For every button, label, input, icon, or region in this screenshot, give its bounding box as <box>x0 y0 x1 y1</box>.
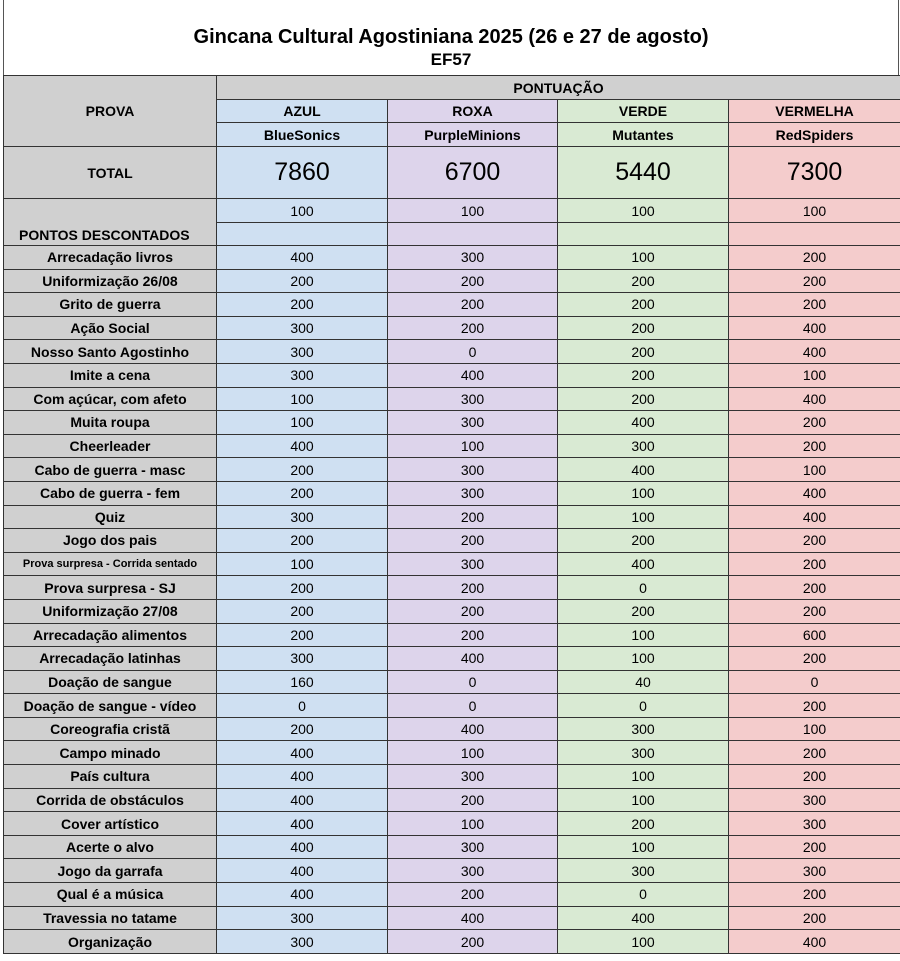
table-row <box>4 481 900 505</box>
score-azul: 300 <box>217 316 388 340</box>
prova-name: Corrida de obstáculos <box>4 788 217 812</box>
score-roxa: 200 <box>388 576 558 600</box>
score-verde: 100 <box>558 647 729 671</box>
score-azul: 200 <box>217 293 388 317</box>
score-azul: 300 <box>217 363 388 387</box>
table-row <box>4 694 900 718</box>
prova-name: Arrecadação latinhas <box>4 647 217 671</box>
descontados-roxa: 100 <box>388 199 558 223</box>
score-vermelha: 600 <box>729 623 900 647</box>
score-vermelha: 200 <box>729 269 900 293</box>
team-name-vermelha: RedSpiders <box>729 123 900 147</box>
score-vermelha: 200 <box>729 576 900 600</box>
prova-name: Jogo da garrafa <box>4 859 217 883</box>
table-row <box>4 458 900 482</box>
score-vermelha: 200 <box>729 434 900 458</box>
table-row <box>4 576 900 600</box>
score-verde: 400 <box>558 411 729 435</box>
table-row <box>4 246 900 270</box>
score-vermelha: 200 <box>729 906 900 930</box>
score-roxa: 0 <box>388 670 558 694</box>
score-vermelha: 300 <box>729 788 900 812</box>
prova-name: Uniformização 27/08 <box>4 599 217 623</box>
score-vermelha: 300 <box>729 812 900 836</box>
prova-name: Cabo de guerra - masc <box>4 458 217 482</box>
prova-name: Organização <box>4 930 217 954</box>
score-verde: 200 <box>558 529 729 553</box>
score-roxa: 100 <box>388 812 558 836</box>
score-verde: 300 <box>558 717 729 741</box>
score-azul: 100 <box>217 387 388 411</box>
score-verde: 400 <box>558 458 729 482</box>
score-vermelha: 200 <box>729 293 900 317</box>
score-azul: 200 <box>217 576 388 600</box>
descontados-vermelha: 100 <box>729 199 900 223</box>
score-azul: 0 <box>217 694 388 718</box>
prova-name: Cabo de guerra - fem <box>4 481 217 505</box>
prova-header: PROVA <box>4 76 217 147</box>
prova-name: Arrecadação livros <box>4 246 217 270</box>
table-row <box>4 930 900 954</box>
descontados-azul: 100 <box>217 199 388 223</box>
blank-cell <box>217 223 388 246</box>
blank-cell <box>388 223 558 246</box>
score-verde: 200 <box>558 316 729 340</box>
blank-cell <box>729 223 900 246</box>
score-roxa: 200 <box>388 930 558 954</box>
prova-name: Ação Social <box>4 316 217 340</box>
score-verde: 300 <box>558 741 729 765</box>
score-verde: 100 <box>558 765 729 789</box>
table-row <box>4 411 900 435</box>
score-roxa: 400 <box>388 906 558 930</box>
team-name-azul: BlueSonics <box>217 123 388 147</box>
total-roxa: 6700 <box>388 147 558 199</box>
table-row <box>4 623 900 647</box>
score-vermelha: 400 <box>729 930 900 954</box>
score-roxa: 0 <box>388 340 558 364</box>
prova-name: Com açúcar, com afeto <box>4 387 217 411</box>
team-color-vermelha: VERMELHA <box>729 100 900 123</box>
table-row <box>4 363 900 387</box>
score-azul: 300 <box>217 930 388 954</box>
score-roxa: 400 <box>388 717 558 741</box>
total-azul: 7860 <box>217 147 388 199</box>
score-azul: 400 <box>217 859 388 883</box>
prova-name: Acerte o alvo <box>4 835 217 859</box>
prova-name: Cover artístico <box>4 812 217 836</box>
table-row <box>4 859 900 883</box>
table-row <box>4 529 900 553</box>
total-label: TOTAL <box>4 147 217 199</box>
table-row <box>4 340 900 364</box>
score-verde: 0 <box>558 576 729 600</box>
descontados-verde: 100 <box>558 199 729 223</box>
score-verde: 200 <box>558 812 729 836</box>
score-roxa: 200 <box>388 623 558 647</box>
score-vermelha: 200 <box>729 552 900 576</box>
total-vermelha: 7300 <box>729 147 900 199</box>
score-azul: 300 <box>217 647 388 671</box>
table-row <box>4 316 900 340</box>
prova-name: Quiz <box>4 505 217 529</box>
score-vermelha: 100 <box>729 717 900 741</box>
table-row <box>4 552 900 576</box>
prova-name: Campo minado <box>4 741 217 765</box>
prova-name: Coreografia cristã <box>4 717 217 741</box>
score-vermelha: 100 <box>729 363 900 387</box>
score-azul: 400 <box>217 434 388 458</box>
pontuacao-header: PONTUAÇÃO <box>217 76 900 100</box>
prova-name: Cheerleader <box>4 434 217 458</box>
prova-name: Prova surpresa - Corrida sentado <box>4 552 217 576</box>
score-roxa: 300 <box>388 458 558 482</box>
score-azul: 100 <box>217 411 388 435</box>
score-vermelha: 400 <box>729 340 900 364</box>
score-vermelha: 200 <box>729 765 900 789</box>
score-verde: 200 <box>558 599 729 623</box>
team-color-verde: VERDE <box>558 100 729 123</box>
score-vermelha: 200 <box>729 694 900 718</box>
score-azul: 100 <box>217 552 388 576</box>
score-vermelha: 300 <box>729 859 900 883</box>
score-roxa: 0 <box>388 694 558 718</box>
score-vermelha: 200 <box>729 529 900 553</box>
score-vermelha: 400 <box>729 505 900 529</box>
score-vermelha: 400 <box>729 316 900 340</box>
prova-name: Uniformização 26/08 <box>4 269 217 293</box>
prova-name: Arrecadação alimentos <box>4 623 217 647</box>
score-verde: 100 <box>558 505 729 529</box>
score-verde: 200 <box>558 387 729 411</box>
score-azul: 300 <box>217 505 388 529</box>
score-azul: 200 <box>217 458 388 482</box>
score-roxa: 300 <box>388 765 558 789</box>
score-roxa: 300 <box>388 481 558 505</box>
score-roxa: 200 <box>388 293 558 317</box>
score-azul: 200 <box>217 717 388 741</box>
score-vermelha: 200 <box>729 741 900 765</box>
score-verde: 100 <box>558 246 729 270</box>
score-verde: 200 <box>558 340 729 364</box>
prova-name: Imite a cena <box>4 363 217 387</box>
score-verde: 100 <box>558 788 729 812</box>
score-azul: 200 <box>217 269 388 293</box>
score-verde: 400 <box>558 552 729 576</box>
score-roxa: 400 <box>388 647 558 671</box>
team-color-roxa: ROXA <box>388 100 558 123</box>
score-azul: 400 <box>217 812 388 836</box>
score-azul: 400 <box>217 835 388 859</box>
score-vermelha: 200 <box>729 599 900 623</box>
score-azul: 300 <box>217 340 388 364</box>
prova-name: Jogo dos pais <box>4 529 217 553</box>
score-roxa: 200 <box>388 316 558 340</box>
descontados-label: PONTOS DESCONTADOS <box>4 199 217 246</box>
score-azul: 160 <box>217 670 388 694</box>
page-title: Gincana Cultural Agostiniana 2025 (26 e 27 de agosto) <box>193 26 709 48</box>
score-roxa: 200 <box>388 788 558 812</box>
score-roxa: 300 <box>388 835 558 859</box>
blank-cell <box>558 223 729 246</box>
score-verde: 200 <box>558 363 729 387</box>
table-row <box>4 387 900 411</box>
score-verde: 100 <box>558 481 729 505</box>
score-azul: 400 <box>217 246 388 270</box>
score-vermelha: 0 <box>729 670 900 694</box>
title-block <box>3 0 899 75</box>
score-azul: 200 <box>217 481 388 505</box>
team-name-roxa: PurpleMinions <box>388 123 558 147</box>
score-verde: 100 <box>558 835 729 859</box>
team-name-verde: Mutantes <box>558 123 729 147</box>
table-row <box>4 717 900 741</box>
score-azul: 400 <box>217 765 388 789</box>
table-row <box>4 883 900 907</box>
score-vermelha: 400 <box>729 387 900 411</box>
prova-name: Qual é a música <box>4 883 217 907</box>
scoreboard-table <box>3 75 900 954</box>
score-verde: 200 <box>558 293 729 317</box>
score-roxa: 400 <box>388 363 558 387</box>
score-azul: 200 <box>217 599 388 623</box>
score-azul: 200 <box>217 623 388 647</box>
score-vermelha: 200 <box>729 246 900 270</box>
score-vermelha: 200 <box>729 835 900 859</box>
score-verde: 100 <box>558 930 729 954</box>
prova-name: Prova surpresa - SJ <box>4 576 217 600</box>
team-color-azul: AZUL <box>217 100 388 123</box>
score-roxa: 300 <box>388 859 558 883</box>
score-roxa: 100 <box>388 434 558 458</box>
table-row <box>4 765 900 789</box>
score-roxa: 100 <box>388 741 558 765</box>
table-row <box>4 741 900 765</box>
score-azul: 300 <box>217 906 388 930</box>
table-row <box>4 670 900 694</box>
score-verde: 400 <box>558 906 729 930</box>
prova-name: Grito de guerra <box>4 293 217 317</box>
score-vermelha: 400 <box>729 481 900 505</box>
score-verde: 100 <box>558 623 729 647</box>
score-roxa: 200 <box>388 883 558 907</box>
score-roxa: 200 <box>388 529 558 553</box>
score-verde: 300 <box>558 859 729 883</box>
prova-name: Travessia no tatame <box>4 906 217 930</box>
score-verde: 40 <box>558 670 729 694</box>
score-vermelha: 200 <box>729 883 900 907</box>
prova-name: Doação de sangue <box>4 670 217 694</box>
table-row <box>4 434 900 458</box>
score-azul: 400 <box>217 741 388 765</box>
table-row <box>4 906 900 930</box>
score-vermelha: 200 <box>729 411 900 435</box>
table-row <box>4 812 900 836</box>
score-roxa: 200 <box>388 505 558 529</box>
table-row <box>4 505 900 529</box>
score-azul: 400 <box>217 883 388 907</box>
table-row <box>4 835 900 859</box>
score-roxa: 200 <box>388 599 558 623</box>
score-verde: 0 <box>558 883 729 907</box>
table-row <box>4 269 900 293</box>
table-row <box>4 599 900 623</box>
score-verde: 300 <box>558 434 729 458</box>
score-roxa: 200 <box>388 269 558 293</box>
score-roxa: 300 <box>388 552 558 576</box>
table-row <box>4 293 900 317</box>
score-verde: 0 <box>558 694 729 718</box>
score-roxa: 300 <box>388 387 558 411</box>
score-verde: 200 <box>558 269 729 293</box>
table-row <box>4 647 900 671</box>
page-subtitle: EF57 <box>430 50 472 69</box>
score-azul: 400 <box>217 788 388 812</box>
table-row <box>4 788 900 812</box>
score-vermelha: 200 <box>729 647 900 671</box>
prova-name: País cultura <box>4 765 217 789</box>
total-verde: 5440 <box>558 147 729 199</box>
score-roxa: 300 <box>388 411 558 435</box>
prova-name: Muita roupa <box>4 411 217 435</box>
prova-name: Nosso Santo Agostinho <box>4 340 217 364</box>
score-roxa: 300 <box>388 246 558 270</box>
score-azul: 200 <box>217 529 388 553</box>
score-vermelha: 100 <box>729 458 900 482</box>
prova-name: Doação de sangue - vídeo <box>4 694 217 718</box>
